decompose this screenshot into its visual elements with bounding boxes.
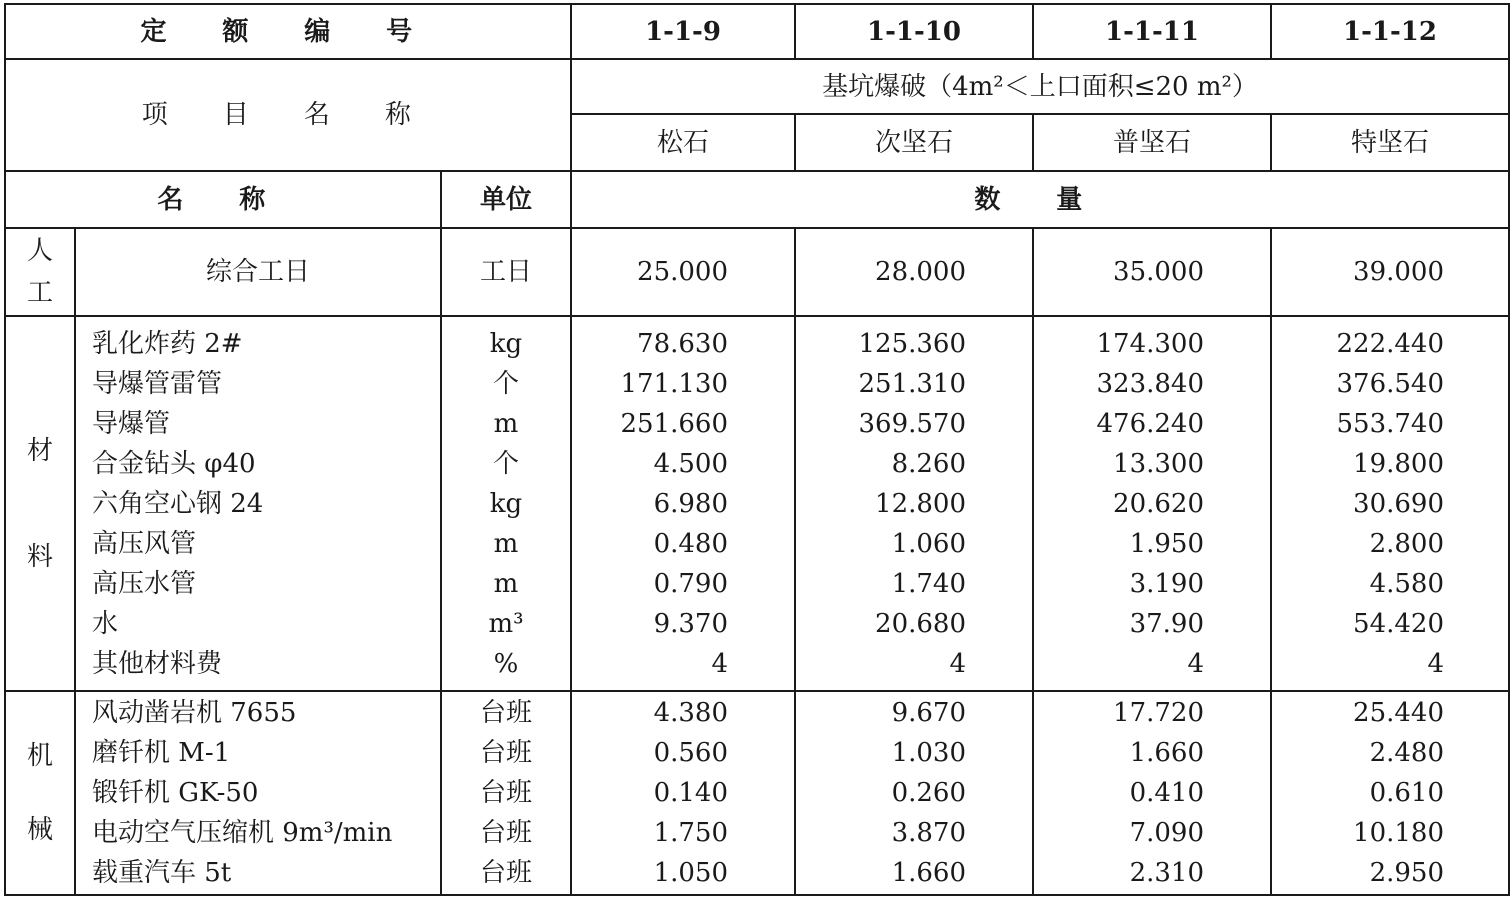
item-unit: m [493, 568, 519, 599]
machinery-category [5, 691, 75, 895]
item-name: 导爆管 [92, 408, 171, 439]
table-cell: 0.140 [653, 778, 729, 808]
machinery-values-4 [1271, 691, 1509, 895]
quota-code-4: 1-1-12 [1271, 4, 1509, 59]
table-cell: 4 [711, 648, 729, 679]
table-cell: 1.750 [653, 818, 729, 848]
rock-type-1: 松石 [571, 114, 795, 171]
item-unit: 台班 [480, 818, 533, 848]
materials-names [75, 316, 441, 691]
table-cell: 1.060 [891, 528, 967, 559]
table-cell: 17.720 [1113, 698, 1205, 728]
item-name: 高压风管 [92, 528, 197, 559]
table-cell: 0.610 [1369, 778, 1445, 808]
item-unit: % [493, 648, 519, 679]
machinery-group [5, 691, 1509, 895]
table-cell: 30.690 [1353, 488, 1445, 519]
table-cell: 4 [1187, 648, 1205, 679]
table-cell: 20.620 [1113, 488, 1205, 519]
name-column-label: 名 称 [5, 171, 441, 228]
item-name: 风动凿岩机 7655 [92, 698, 297, 728]
materials-values-2 [795, 316, 1033, 691]
labor-value-3: 35.000 [1033, 228, 1271, 316]
item-name: 六角空心钢 24 [92, 488, 264, 519]
materials-values-4 [1271, 316, 1509, 691]
table-cell: 8.260 [891, 448, 967, 479]
labor-name: 综合工日 [75, 228, 441, 316]
table-cell: 19.800 [1353, 448, 1445, 479]
labor-category [5, 228, 75, 316]
item-name: 磨钎机 M-1 [92, 738, 231, 768]
table-cell: 2.800 [1369, 528, 1445, 559]
item-subtitle: 基坑爆破（4m²＜上口面积≤20 m²） [571, 59, 1509, 114]
item-unit: 台班 [480, 858, 533, 888]
table-cell: 1.740 [891, 568, 967, 599]
table-cell: 9.670 [891, 698, 967, 728]
table-cell: 1.660 [891, 858, 967, 888]
table-cell: 13.300 [1113, 448, 1205, 479]
column-label-row [5, 171, 1509, 228]
table-cell: 174.300 [1096, 328, 1205, 359]
item-name: 导爆管雷管 [92, 368, 223, 399]
item-unit: 个 [493, 448, 520, 479]
table-cell: 78.630 [637, 328, 729, 359]
machinery-names [75, 691, 441, 895]
rock-type-3: 普坚石 [1033, 114, 1271, 171]
item-unit: 台班 [480, 738, 533, 768]
materials-category-top: 材 [26, 435, 53, 466]
materials-category [5, 316, 75, 691]
materials-values-3 [1033, 316, 1271, 691]
subtitle-row [5, 59, 1509, 114]
quota-code-3: 1-1-11 [1033, 4, 1271, 59]
table-cell: 54.420 [1353, 608, 1445, 639]
labor-category-label: 人工 [26, 236, 53, 308]
labor-row [5, 228, 1509, 316]
item-name: 其他材料费 [92, 648, 223, 679]
quota-code-2: 1-1-10 [795, 4, 1033, 59]
quota-code-1: 1-1-9 [571, 4, 795, 59]
item-name: 载重汽车 5t [92, 858, 232, 888]
machinery-values-1 [571, 691, 795, 895]
quota-table [4, 3, 1510, 896]
table-cell: 20.680 [875, 608, 967, 639]
table-cell: 3.870 [891, 818, 967, 848]
table-cell: 10.180 [1353, 818, 1445, 848]
quota-no-label: 定 额 编 号 [5, 4, 571, 59]
rock-type-2: 次坚石 [795, 114, 1033, 171]
item-name: 乳化炸药 2# [92, 328, 243, 359]
table-cell: 1.030 [891, 738, 967, 768]
machinery-category-bottom: 械 [26, 815, 53, 845]
table-cell: 323.840 [1096, 368, 1205, 399]
table-cell: 9.370 [653, 608, 729, 639]
table-cell: 2.950 [1369, 858, 1445, 888]
item-name-label: 项 目 名 称 [5, 59, 571, 171]
machinery-category-top: 机 [26, 741, 53, 771]
item-name: 高压水管 [92, 568, 197, 599]
table-cell: 37.90 [1129, 608, 1205, 639]
quantity-column-label: 数 量 [571, 171, 1509, 228]
table-cell: 369.570 [858, 408, 967, 439]
table-cell: 476.240 [1096, 408, 1205, 439]
table-cell: 3.190 [1129, 568, 1205, 599]
machinery-values-3 [1033, 691, 1271, 895]
table-cell: 25.440 [1353, 698, 1445, 728]
item-unit: 台班 [480, 698, 533, 728]
table-cell: 4 [1427, 648, 1445, 679]
item-unit: 台班 [480, 778, 533, 808]
item-unit: kg [489, 328, 523, 359]
table-cell: 1.050 [653, 858, 729, 888]
table-cell: 2.480 [1369, 738, 1445, 768]
item-unit: m [493, 408, 519, 439]
unit-column-label: 单位 [441, 171, 571, 228]
machinery-units [441, 691, 571, 895]
labor-value-1: 25.000 [571, 228, 795, 316]
item-unit: kg [489, 488, 523, 519]
table-cell: 222.440 [1336, 328, 1445, 359]
item-name: 电动空气压缩机 9m³/min [92, 818, 393, 848]
item-unit: m³ [488, 608, 524, 639]
item-unit: 个 [493, 368, 520, 399]
table-cell: 125.360 [858, 328, 967, 359]
rock-type-4: 特坚石 [1271, 114, 1509, 171]
table-cell: 4 [949, 648, 967, 679]
table-cell: 251.660 [620, 408, 729, 439]
item-name: 锻钎机 GK-50 [92, 778, 259, 808]
table-cell: 1.950 [1129, 528, 1205, 559]
table-cell: 7.090 [1129, 818, 1205, 848]
item-unit: m [493, 528, 519, 559]
labor-unit: 工日 [441, 228, 571, 316]
item-name: 水 [92, 608, 119, 639]
labor-value-4: 39.000 [1271, 228, 1509, 316]
item-name: 合金钻头 φ40 [92, 448, 256, 479]
table-cell: 376.540 [1336, 368, 1445, 399]
table-cell: 2.310 [1129, 858, 1205, 888]
machinery-values-2 [795, 691, 1033, 895]
table-cell: 1.660 [1129, 738, 1205, 768]
table-cell: 0.480 [653, 528, 729, 559]
table-cell: 0.260 [891, 778, 967, 808]
table-cell: 553.740 [1336, 408, 1445, 439]
table-cell: 4.380 [653, 698, 729, 728]
table-cell: 0.790 [653, 568, 729, 599]
table-cell: 4.500 [653, 448, 729, 479]
materials-category-bottom: 料 [26, 541, 53, 572]
quota-code-row [5, 4, 1509, 59]
labor-value-2: 28.000 [795, 228, 1033, 316]
table-cell: 0.410 [1129, 778, 1205, 808]
table-cell: 6.980 [653, 488, 729, 519]
materials-units [441, 316, 571, 691]
materials-group [5, 316, 1509, 691]
table-cell: 12.800 [875, 488, 967, 519]
table-cell: 4.580 [1369, 568, 1445, 599]
table-cell: 0.560 [653, 738, 729, 768]
materials-values-1 [571, 316, 795, 691]
table-cell: 171.130 [620, 368, 729, 399]
table-cell: 251.310 [858, 368, 967, 399]
